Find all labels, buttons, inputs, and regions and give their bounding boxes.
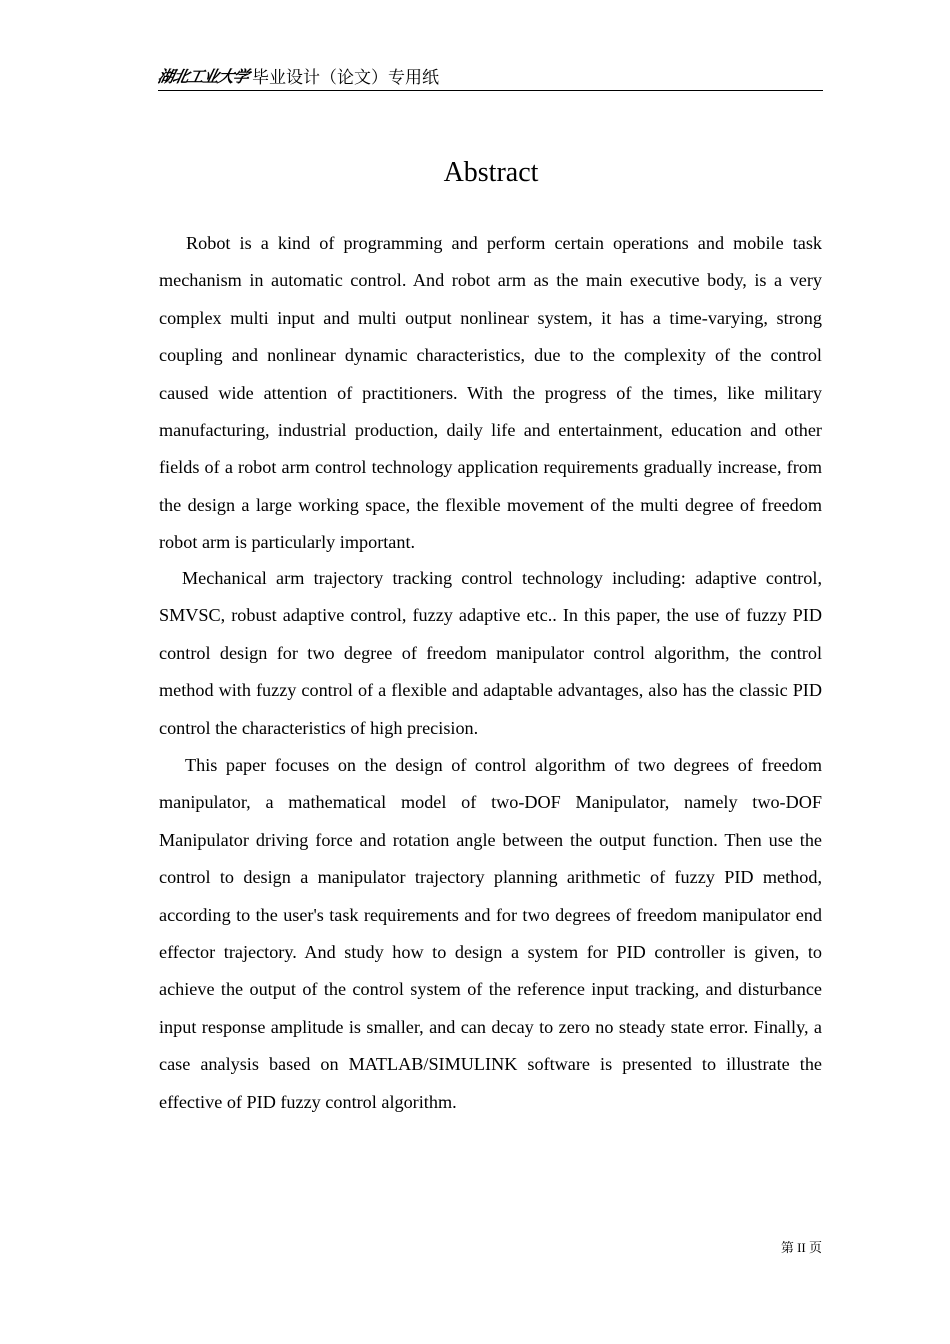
university-logo-text: 湖北工业大学 [156,67,251,86]
header-title: 毕业设计（论文）专用纸 [252,68,439,88]
paragraph: Mechanical arm trajectory tracking control technology including: adaptive control, SMVSC, robust adaptive control, fuzzy adaptive etc.. In this paper, the use of fuzzy PID control design for two degree of freedom manipulator control algorithm, the control method with fuzzy control of a flexible and adaptable advantages, also has the classic PID control the characteristics of high precision. [159,567,822,738]
paragraph: Robot is a kind of programming and perform certain operations and mobile task mechanism in automatic control. And robot arm as the main executive body, is a very complex multi input and multi output nonlinear system, it has a time-varying, strong coupling and nonlinear dynamic characteristics, due to the complexity of the control caused wide attention of practitioners. With the progress of the times, like military manufacturing, industrial production, daily life and entertainment, education and other fields of a robot arm control technology application requirements gradually increase, from the design a large working space, the flexible movement of the multi degree of freedom robot arm is particularly important. [159,233,822,553]
page-number: 第 II 页 [780,1240,822,1255]
page-header [158,66,823,91]
paragraph: This paper focuses on the design of control algorithm of two degrees of freedom manipulator, a mathematical model of two-DOF Manipulator, namely two-DOF Manipulator driving force and rotation angle between the output function. Then use the control to design a manipulator trajectory planning arithmetic of fuzzy PID method, according to the user's task requirements and for two degrees of freedom manipulator end effector trajectory. And study how to design a system for PID controller is given, to achieve the output of the control system of the reference input tracking, and disturbance input response amplitude is smaller, and can decay to zero no steady state error. Finally, a case analysis based on MATLAB/SIMULINK software is presented to illustrate the effective of PID fuzzy control algorithm. [159,755,822,1112]
abstract-body [159,225,822,1121]
page-title: Abstract [443,157,539,188]
